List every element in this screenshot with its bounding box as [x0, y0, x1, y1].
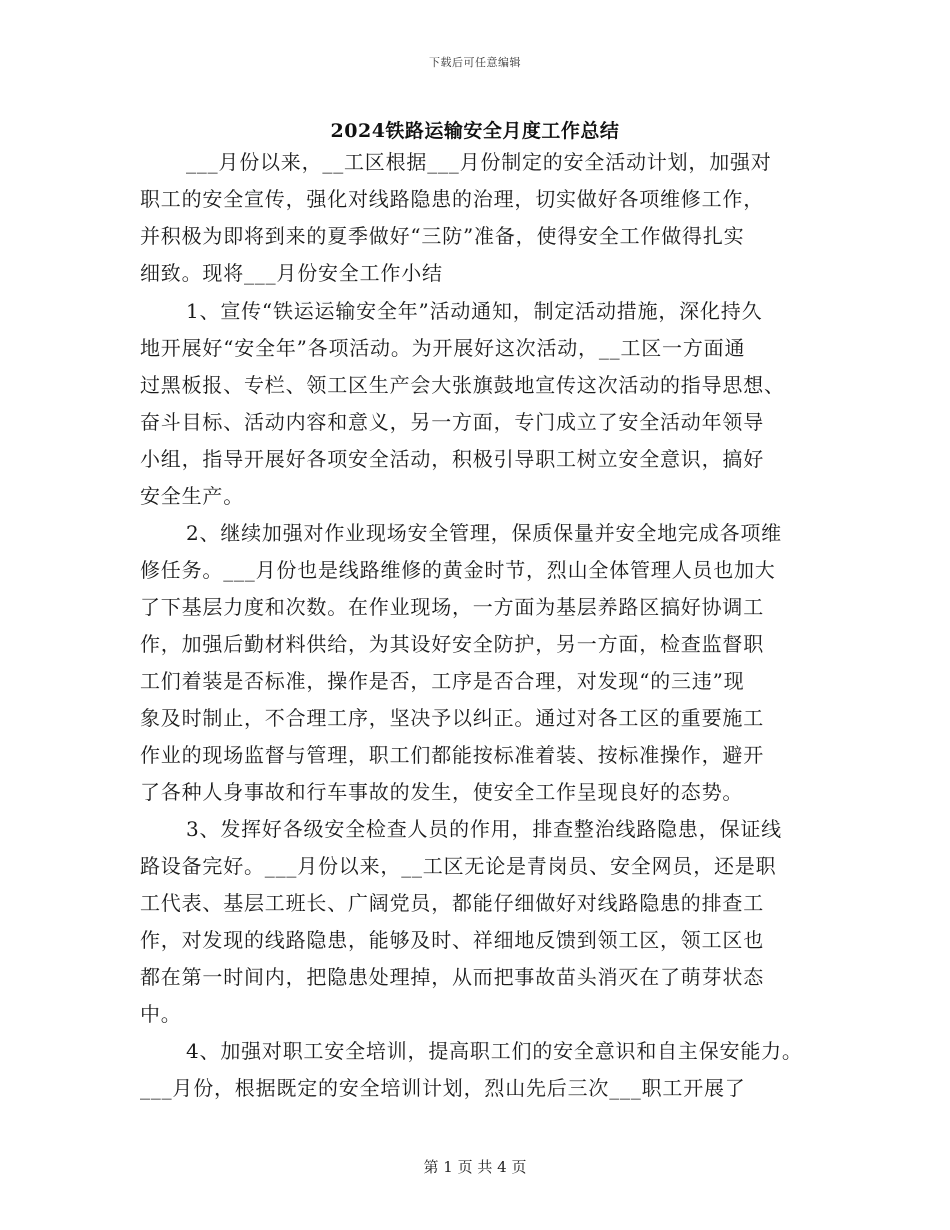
body-line: 工们着装是否标准，操作是否，工序是否合理，对发现“的三违”现 — [140, 669, 745, 693]
body-line: ___月份，根据既定的安全培训计划，烈山先后三次___职工开展了 — [140, 1076, 746, 1100]
body-line: 作，对发现的线路隐患，能够及时、祥细地反馈到领工区，领工区也 — [140, 928, 764, 952]
body-line: 2、继续加强对作业现场安全管理，保质保量并安全地完成各项维 — [186, 521, 782, 545]
body-line: 工代表、基层工班长、广阔党员，都能仔细做好对线路隐患的排查工 — [140, 891, 764, 915]
body-line: 作业的现场监督与管理，职工们都能按标准着装、按标准操作，避开 — [140, 743, 764, 767]
body-line: 3、发挥好各级安全检查人员的作用，排查整治线路隐患，保证线 — [186, 817, 782, 841]
body-line: 并积极为即将到来的夏季做好“三防”准备，使得安全工作做得扎实 — [140, 224, 745, 248]
body-line: 细致。现将___月份安全工作小结 — [140, 261, 443, 285]
page-header-note: 下载后可任意编辑 — [429, 56, 521, 69]
body-line: 1、宣传“铁运运输安全年”活动通知，制定活动措施，深化持久 — [186, 299, 763, 323]
body-line: 了下基层力度和次数。在作业现场，一方面为基层养路区搞好协调工 — [140, 595, 764, 619]
body-line: ___月份以来，__工区根据___月份制定的安全活动计划，加强对 — [186, 150, 772, 174]
body-line: 4、加强对职工安全培训，提高职工们的安全意识和自主保安能力。 — [186, 1039, 803, 1063]
body-line: 象及时制止，不合理工序，坚决予以纠正。通过对各工区的重要施工 — [140, 706, 764, 730]
page-footer: 第 1 页 共 4 页 — [423, 1158, 527, 1176]
body-line: 了各种人身事故和行车事故的发生，使安全工作呈现良好的态势。 — [140, 780, 744, 804]
body-line: 奋斗目标、活动内容和意义，另一方面，专门成立了安全活动年领导 — [140, 410, 764, 434]
body-line: 过黑板报、专栏、领工区生产会大张旗鼓地宣传这次活动的指导思想、 — [140, 373, 785, 397]
body-line: 小组，指导开展好各项安全活动，积极引导职工树立安全意识，搞好 — [140, 447, 764, 471]
body-line: 修任务。___月份也是线路维修的黄金时节，烈山全体管理人员也加大 — [140, 558, 776, 582]
body-line: 路设备完好。___月份以来，__工区无论是青岗员、安全网员，还是职 — [140, 854, 777, 878]
body-line: 职工的安全宣传，强化对线路隐患的治理，切实做好各项维修工作， — [140, 187, 764, 211]
body-line: 作，加强后勤材料供给，为其设好安全防护，另一方面，检查监督职 — [140, 632, 764, 656]
document-title: 2024铁路运输安全月度工作总结 — [330, 120, 620, 142]
body-line: 安全生产。 — [140, 484, 244, 508]
body-line: 地开展好“安全年”各项活动。为开展好这次活动，__工区一方面通 — [140, 336, 746, 360]
body-line: 中。 — [140, 1002, 182, 1026]
body-line: 都在第一时间内，把隐患处理掉，从而把事故苗头消灭在了萌芽状态 — [140, 965, 764, 989]
